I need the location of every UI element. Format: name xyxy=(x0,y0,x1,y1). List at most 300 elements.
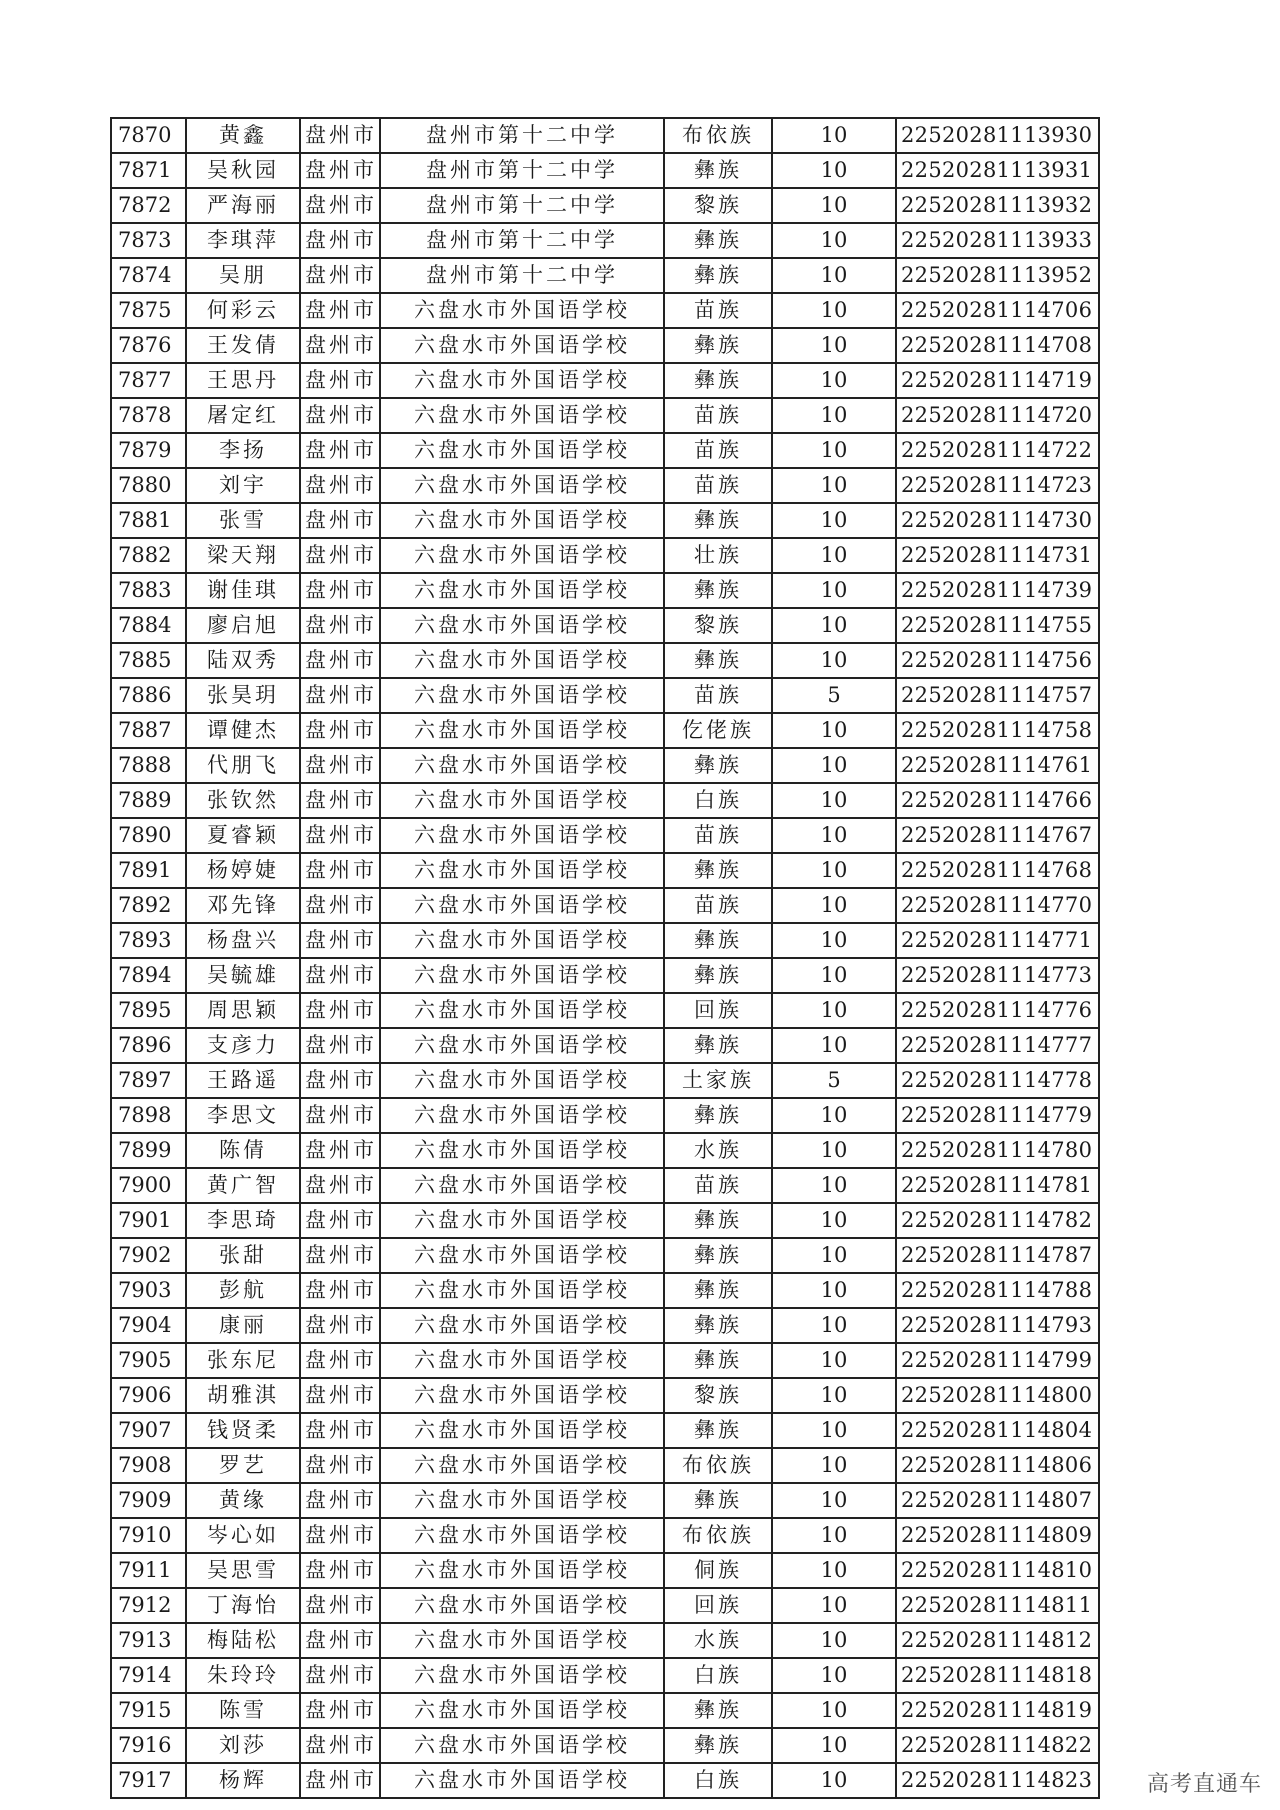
student-name-cell: 王思丹 xyxy=(186,363,300,398)
student-name-cell: 黄广智 xyxy=(186,1168,300,1203)
roster-body xyxy=(111,118,1099,1798)
row-number-cell: 7875 xyxy=(111,293,186,328)
row-number-cell: 7876 xyxy=(111,328,186,363)
county-cell: 盘州市 xyxy=(300,573,380,608)
table-row xyxy=(111,783,1099,818)
ethnicity-cell: 彝族 xyxy=(664,1413,772,1448)
table-row xyxy=(111,1763,1099,1798)
exam-id-cell: 22520281113931 xyxy=(896,153,1099,188)
table-row xyxy=(111,608,1099,643)
county-cell: 盘州市 xyxy=(300,188,380,223)
ethnicity-cell: 苗族 xyxy=(664,468,772,503)
exam-id-cell: 22520281114720 xyxy=(896,398,1099,433)
student-name-cell: 陆双秀 xyxy=(186,643,300,678)
ethnicity-cell: 回族 xyxy=(664,1588,772,1623)
county-cell: 盘州市 xyxy=(300,1063,380,1098)
table-row xyxy=(111,1343,1099,1378)
county-cell: 盘州市 xyxy=(300,923,380,958)
bonus-points-cell: 10 xyxy=(772,1588,896,1623)
bonus-points-cell: 10 xyxy=(772,1378,896,1413)
county-cell: 盘州市 xyxy=(300,818,380,853)
bonus-points-cell: 10 xyxy=(772,993,896,1028)
school-name-cell: 六盘水市外国语学校 xyxy=(380,713,664,748)
school-name-cell: 六盘水市外国语学校 xyxy=(380,1553,664,1588)
table-row xyxy=(111,363,1099,398)
student-name-cell: 李思文 xyxy=(186,1098,300,1133)
school-name-cell: 六盘水市外国语学校 xyxy=(380,573,664,608)
student-name-cell: 王路遥 xyxy=(186,1063,300,1098)
row-number-cell: 7888 xyxy=(111,748,186,783)
bonus-points-cell: 10 xyxy=(772,818,896,853)
ethnicity-cell: 彝族 xyxy=(664,1308,772,1343)
school-name-cell: 六盘水市外国语学校 xyxy=(380,678,664,713)
exam-id-cell: 22520281114766 xyxy=(896,783,1099,818)
exam-id-cell: 22520281114779 xyxy=(896,1098,1099,1133)
student-name-cell: 张东尼 xyxy=(186,1343,300,1378)
school-name-cell: 六盘水市外国语学校 xyxy=(380,853,664,888)
student-name-cell: 彭航 xyxy=(186,1273,300,1308)
table-row xyxy=(111,1098,1099,1133)
ethnicity-cell: 回族 xyxy=(664,993,772,1028)
county-cell: 盘州市 xyxy=(300,468,380,503)
student-name-cell: 廖启旭 xyxy=(186,608,300,643)
row-number-cell: 7900 xyxy=(111,1168,186,1203)
ethnicity-cell: 彝族 xyxy=(664,748,772,783)
student-name-cell: 丁海怡 xyxy=(186,1588,300,1623)
ethnicity-cell: 彝族 xyxy=(664,363,772,398)
bonus-points-cell: 10 xyxy=(772,1728,896,1763)
school-name-cell: 盘州市第十二中学 xyxy=(380,153,664,188)
row-number-cell: 7891 xyxy=(111,853,186,888)
county-cell: 盘州市 xyxy=(300,1133,380,1168)
school-name-cell: 六盘水市外国语学校 xyxy=(380,643,664,678)
student-name-cell: 谭健杰 xyxy=(186,713,300,748)
row-number-cell: 7906 xyxy=(111,1378,186,1413)
row-number-cell: 7877 xyxy=(111,363,186,398)
table-row xyxy=(111,1413,1099,1448)
student-name-cell: 陈倩 xyxy=(186,1133,300,1168)
exam-id-cell: 22520281114800 xyxy=(896,1378,1099,1413)
exam-id-cell: 22520281114819 xyxy=(896,1693,1099,1728)
row-number-cell: 7917 xyxy=(111,1763,186,1798)
row-number-cell: 7901 xyxy=(111,1203,186,1238)
table-row xyxy=(111,1588,1099,1623)
table-row xyxy=(111,538,1099,573)
row-number-cell: 7884 xyxy=(111,608,186,643)
table-row xyxy=(111,748,1099,783)
bonus-points-cell: 5 xyxy=(772,678,896,713)
exam-id-cell: 22520281113930 xyxy=(896,118,1099,153)
bonus-points-cell: 5 xyxy=(772,1063,896,1098)
ethnicity-cell: 水族 xyxy=(664,1133,772,1168)
school-name-cell: 六盘水市外国语学校 xyxy=(380,818,664,853)
row-number-cell: 7915 xyxy=(111,1693,186,1728)
school-name-cell: 六盘水市外国语学校 xyxy=(380,1028,664,1063)
student-name-cell: 谢佳琪 xyxy=(186,573,300,608)
student-name-cell: 黄缘 xyxy=(186,1483,300,1518)
county-cell: 盘州市 xyxy=(300,1413,380,1448)
county-cell: 盘州市 xyxy=(300,1028,380,1063)
ethnicity-cell: 彝族 xyxy=(664,958,772,993)
student-name-cell: 夏睿颖 xyxy=(186,818,300,853)
school-name-cell: 六盘水市外国语学校 xyxy=(380,1378,664,1413)
ethnicity-cell: 彝族 xyxy=(664,223,772,258)
school-name-cell: 六盘水市外国语学校 xyxy=(380,1728,664,1763)
exam-id-cell: 22520281114806 xyxy=(896,1448,1099,1483)
table-row xyxy=(111,118,1099,153)
student-name-cell: 何彩云 xyxy=(186,293,300,328)
school-name-cell: 盘州市第十二中学 xyxy=(380,118,664,153)
ethnicity-cell: 彝族 xyxy=(664,1098,772,1133)
county-cell: 盘州市 xyxy=(300,363,380,398)
exam-id-cell: 22520281114706 xyxy=(896,293,1099,328)
exam-id-cell: 22520281114756 xyxy=(896,643,1099,678)
student-name-cell: 杨婷婕 xyxy=(186,853,300,888)
county-cell: 盘州市 xyxy=(300,1203,380,1238)
student-name-cell: 黄鑫 xyxy=(186,118,300,153)
ethnicity-cell: 布依族 xyxy=(664,1448,772,1483)
student-name-cell: 梁天翔 xyxy=(186,538,300,573)
ethnicity-cell: 黎族 xyxy=(664,188,772,223)
table-row xyxy=(111,1658,1099,1693)
bonus-points-cell: 10 xyxy=(772,1308,896,1343)
exam-id-cell: 22520281114731 xyxy=(896,538,1099,573)
ethnicity-cell: 黎族 xyxy=(664,608,772,643)
ethnicity-cell: 土家族 xyxy=(664,1063,772,1098)
county-cell: 盘州市 xyxy=(300,1553,380,1588)
county-cell: 盘州市 xyxy=(300,888,380,923)
table-row xyxy=(111,398,1099,433)
row-number-cell: 7874 xyxy=(111,258,186,293)
ethnicity-cell: 侗族 xyxy=(664,1553,772,1588)
bonus-points-cell: 10 xyxy=(772,1203,896,1238)
ethnicity-cell: 苗族 xyxy=(664,1168,772,1203)
table-row xyxy=(111,1448,1099,1483)
row-number-cell: 7893 xyxy=(111,923,186,958)
school-name-cell: 六盘水市外国语学校 xyxy=(380,1448,664,1483)
table-row xyxy=(111,1238,1099,1273)
bonus-points-cell: 10 xyxy=(772,1518,896,1553)
ethnicity-cell: 白族 xyxy=(664,783,772,818)
row-number-cell: 7912 xyxy=(111,1588,186,1623)
school-name-cell: 盘州市第十二中学 xyxy=(380,258,664,293)
ethnicity-cell: 苗族 xyxy=(664,433,772,468)
school-name-cell: 六盘水市外国语学校 xyxy=(380,1098,664,1133)
school-name-cell: 六盘水市外国语学校 xyxy=(380,1238,664,1273)
student-name-cell: 吴秋园 xyxy=(186,153,300,188)
student-name-cell: 钱贤柔 xyxy=(186,1413,300,1448)
student-name-cell: 李思琦 xyxy=(186,1203,300,1238)
ethnicity-cell: 壮族 xyxy=(664,538,772,573)
exam-id-cell: 22520281114818 xyxy=(896,1658,1099,1693)
exam-id-cell: 22520281114793 xyxy=(896,1308,1099,1343)
school-name-cell: 六盘水市外国语学校 xyxy=(380,993,664,1028)
county-cell: 盘州市 xyxy=(300,1588,380,1623)
county-cell: 盘州市 xyxy=(300,1728,380,1763)
table-row xyxy=(111,1483,1099,1518)
table-row xyxy=(111,1728,1099,1763)
row-number-cell: 7873 xyxy=(111,223,186,258)
county-cell: 盘州市 xyxy=(300,678,380,713)
school-name-cell: 六盘水市外国语学校 xyxy=(380,1273,664,1308)
row-number-cell: 7878 xyxy=(111,398,186,433)
ethnicity-cell: 白族 xyxy=(664,1763,772,1798)
ethnicity-cell: 彝族 xyxy=(664,1693,772,1728)
county-cell: 盘州市 xyxy=(300,118,380,153)
exam-id-cell: 22520281114770 xyxy=(896,888,1099,923)
student-name-cell: 周思颖 xyxy=(186,993,300,1028)
exam-id-cell: 22520281114811 xyxy=(896,1588,1099,1623)
table-row xyxy=(111,993,1099,1028)
ethnicity-cell: 彝族 xyxy=(664,1728,772,1763)
row-number-cell: 7895 xyxy=(111,993,186,1028)
bonus-points-cell: 10 xyxy=(772,258,896,293)
student-name-cell: 杨辉 xyxy=(186,1763,300,1798)
bonus-points-cell: 10 xyxy=(772,1028,896,1063)
county-cell: 盘州市 xyxy=(300,328,380,363)
exam-id-cell: 22520281114788 xyxy=(896,1273,1099,1308)
table-row xyxy=(111,1063,1099,1098)
bonus-points-cell: 10 xyxy=(772,293,896,328)
exam-id-cell: 22520281114755 xyxy=(896,608,1099,643)
table-row xyxy=(111,573,1099,608)
exam-id-cell: 22520281114807 xyxy=(896,1483,1099,1518)
student-name-cell: 张甜 xyxy=(186,1238,300,1273)
row-number-cell: 7881 xyxy=(111,503,186,538)
county-cell: 盘州市 xyxy=(300,538,380,573)
ethnicity-cell: 彝族 xyxy=(664,1238,772,1273)
ethnicity-cell: 彝族 xyxy=(664,573,772,608)
student-name-cell: 支彦力 xyxy=(186,1028,300,1063)
student-name-cell: 严海丽 xyxy=(186,188,300,223)
county-cell: 盘州市 xyxy=(300,1448,380,1483)
exam-id-cell: 22520281113932 xyxy=(896,188,1099,223)
school-name-cell: 六盘水市外国语学校 xyxy=(380,1518,664,1553)
bonus-points-cell: 10 xyxy=(772,223,896,258)
exam-id-cell: 22520281114723 xyxy=(896,468,1099,503)
school-name-cell: 盘州市第十二中学 xyxy=(380,188,664,223)
ethnicity-cell: 黎族 xyxy=(664,1378,772,1413)
watermark-text: 高考直通车 xyxy=(1146,1772,1262,1797)
table-row xyxy=(111,328,1099,363)
county-cell: 盘州市 xyxy=(300,1658,380,1693)
exam-id-cell: 22520281114758 xyxy=(896,713,1099,748)
school-name-cell: 六盘水市外国语学校 xyxy=(380,1203,664,1238)
school-name-cell: 六盘水市外国语学校 xyxy=(380,468,664,503)
row-number-cell: 7890 xyxy=(111,818,186,853)
table-row xyxy=(111,678,1099,713)
table-row xyxy=(111,1378,1099,1413)
table-row xyxy=(111,1203,1099,1238)
row-number-cell: 7897 xyxy=(111,1063,186,1098)
student-name-cell: 杨盘兴 xyxy=(186,923,300,958)
exam-id-cell: 22520281114799 xyxy=(896,1343,1099,1378)
bonus-points-cell: 10 xyxy=(772,468,896,503)
row-number-cell: 7882 xyxy=(111,538,186,573)
county-cell: 盘州市 xyxy=(300,433,380,468)
row-number-cell: 7916 xyxy=(111,1728,186,1763)
exam-id-cell: 22520281114776 xyxy=(896,993,1099,1028)
school-name-cell: 六盘水市外国语学校 xyxy=(380,783,664,818)
ethnicity-cell: 彝族 xyxy=(664,1273,772,1308)
bonus-points-cell: 10 xyxy=(772,1098,896,1133)
county-cell: 盘州市 xyxy=(300,293,380,328)
table-row xyxy=(111,713,1099,748)
row-number-cell: 7911 xyxy=(111,1553,186,1588)
ethnicity-cell: 彝族 xyxy=(664,853,772,888)
table-row xyxy=(111,643,1099,678)
bonus-points-cell: 10 xyxy=(772,1553,896,1588)
bonus-points-cell: 10 xyxy=(772,1168,896,1203)
exam-id-cell: 22520281114804 xyxy=(896,1413,1099,1448)
exam-id-cell: 22520281114787 xyxy=(896,1238,1099,1273)
county-cell: 盘州市 xyxy=(300,1623,380,1658)
bonus-points-cell: 10 xyxy=(772,573,896,608)
bonus-points-cell: 10 xyxy=(772,713,896,748)
school-name-cell: 六盘水市外国语学校 xyxy=(380,888,664,923)
row-number-cell: 7914 xyxy=(111,1658,186,1693)
student-name-cell: 岑心如 xyxy=(186,1518,300,1553)
table-row xyxy=(111,1168,1099,1203)
row-number-cell: 7905 xyxy=(111,1343,186,1378)
county-cell: 盘州市 xyxy=(300,503,380,538)
school-name-cell: 六盘水市外国语学校 xyxy=(380,1168,664,1203)
county-cell: 盘州市 xyxy=(300,153,380,188)
row-number-cell: 7899 xyxy=(111,1133,186,1168)
exam-id-cell: 22520281114730 xyxy=(896,503,1099,538)
school-name-cell: 六盘水市外国语学校 xyxy=(380,293,664,328)
table-row xyxy=(111,818,1099,853)
county-cell: 盘州市 xyxy=(300,783,380,818)
ethnicity-cell: 彝族 xyxy=(664,1203,772,1238)
school-name-cell: 六盘水市外国语学校 xyxy=(380,1063,664,1098)
row-number-cell: 7880 xyxy=(111,468,186,503)
row-number-cell: 7913 xyxy=(111,1623,186,1658)
bonus-points-cell: 10 xyxy=(772,118,896,153)
student-name-cell: 朱玲玲 xyxy=(186,1658,300,1693)
county-cell: 盘州市 xyxy=(300,1098,380,1133)
bonus-points-cell: 10 xyxy=(772,153,896,188)
table-row xyxy=(111,1553,1099,1588)
school-name-cell: 六盘水市外国语学校 xyxy=(380,748,664,783)
bonus-points-cell: 10 xyxy=(772,958,896,993)
bonus-points-cell: 10 xyxy=(772,643,896,678)
ethnicity-cell: 苗族 xyxy=(664,398,772,433)
student-name-cell: 张雪 xyxy=(186,503,300,538)
exam-id-cell: 22520281114780 xyxy=(896,1133,1099,1168)
student-name-cell: 梅陆松 xyxy=(186,1623,300,1658)
ethnicity-cell: 彝族 xyxy=(664,153,772,188)
county-cell: 盘州市 xyxy=(300,1308,380,1343)
school-name-cell: 六盘水市外国语学校 xyxy=(380,958,664,993)
row-number-cell: 7896 xyxy=(111,1028,186,1063)
student-name-cell: 李扬 xyxy=(186,433,300,468)
student-name-cell: 代朋飞 xyxy=(186,748,300,783)
county-cell: 盘州市 xyxy=(300,1763,380,1798)
table-row xyxy=(111,1273,1099,1308)
bonus-points-cell: 10 xyxy=(772,608,896,643)
exam-id-cell: 22520281114771 xyxy=(896,923,1099,958)
bonus-points-cell: 10 xyxy=(772,1448,896,1483)
bonus-points-cell: 10 xyxy=(772,363,896,398)
row-number-cell: 7889 xyxy=(111,783,186,818)
bonus-points-cell: 10 xyxy=(772,433,896,468)
table-row xyxy=(111,503,1099,538)
exam-id-cell: 22520281114708 xyxy=(896,328,1099,363)
county-cell: 盘州市 xyxy=(300,958,380,993)
bonus-points-cell: 10 xyxy=(772,1483,896,1518)
school-name-cell: 六盘水市外国语学校 xyxy=(380,398,664,433)
bonus-points-cell: 10 xyxy=(772,503,896,538)
exam-id-cell: 22520281114778 xyxy=(896,1063,1099,1098)
school-name-cell: 六盘水市外国语学校 xyxy=(380,608,664,643)
school-name-cell: 六盘水市外国语学校 xyxy=(380,328,664,363)
student-name-cell: 胡雅淇 xyxy=(186,1378,300,1413)
county-cell: 盘州市 xyxy=(300,993,380,1028)
bonus-points-cell: 10 xyxy=(772,1238,896,1273)
bonus-points-cell: 10 xyxy=(772,1133,896,1168)
row-number-cell: 7904 xyxy=(111,1308,186,1343)
bonus-points-cell: 10 xyxy=(772,538,896,573)
school-name-cell: 六盘水市外国语学校 xyxy=(380,538,664,573)
school-name-cell: 六盘水市外国语学校 xyxy=(380,433,664,468)
bonus-points-cell: 10 xyxy=(772,1693,896,1728)
county-cell: 盘州市 xyxy=(300,608,380,643)
county-cell: 盘州市 xyxy=(300,1518,380,1553)
table-row xyxy=(111,153,1099,188)
exam-id-cell: 22520281113952 xyxy=(896,258,1099,293)
row-number-cell: 7892 xyxy=(111,888,186,923)
county-cell: 盘州市 xyxy=(300,1343,380,1378)
student-name-cell: 屠定红 xyxy=(186,398,300,433)
bonus-points-cell: 10 xyxy=(772,1273,896,1308)
county-cell: 盘州市 xyxy=(300,398,380,433)
exam-id-cell: 22520281114823 xyxy=(896,1763,1099,1798)
school-name-cell: 六盘水市外国语学校 xyxy=(380,1343,664,1378)
exam-id-cell: 22520281114757 xyxy=(896,678,1099,713)
row-number-cell: 7871 xyxy=(111,153,186,188)
row-number-cell: 7887 xyxy=(111,713,186,748)
bonus-points-cell: 10 xyxy=(772,923,896,958)
ethnicity-cell: 彝族 xyxy=(664,1343,772,1378)
row-number-cell: 7907 xyxy=(111,1413,186,1448)
school-name-cell: 六盘水市外国语学校 xyxy=(380,1658,664,1693)
bonus-points-cell: 10 xyxy=(772,328,896,363)
exam-id-cell: 22520281114719 xyxy=(896,363,1099,398)
row-number-cell: 7883 xyxy=(111,573,186,608)
exam-id-cell: 22520281114768 xyxy=(896,853,1099,888)
row-number-cell: 7886 xyxy=(111,678,186,713)
row-number-cell: 7870 xyxy=(111,118,186,153)
county-cell: 盘州市 xyxy=(300,1273,380,1308)
row-number-cell: 7872 xyxy=(111,188,186,223)
table-row xyxy=(111,258,1099,293)
county-cell: 盘州市 xyxy=(300,748,380,783)
exam-id-cell: 22520281114812 xyxy=(896,1623,1099,1658)
exam-id-cell: 22520281114810 xyxy=(896,1553,1099,1588)
county-cell: 盘州市 xyxy=(300,1693,380,1728)
school-name-cell: 六盘水市外国语学校 xyxy=(380,503,664,538)
student-name-cell: 吴毓雄 xyxy=(186,958,300,993)
ethnicity-cell: 白族 xyxy=(664,1658,772,1693)
student-name-cell: 陈雪 xyxy=(186,1693,300,1728)
student-name-cell: 张昊玥 xyxy=(186,678,300,713)
ethnicity-cell: 彝族 xyxy=(664,1483,772,1518)
county-cell: 盘州市 xyxy=(300,1378,380,1413)
ethnicity-cell: 彝族 xyxy=(664,503,772,538)
county-cell: 盘州市 xyxy=(300,643,380,678)
table-row xyxy=(111,468,1099,503)
